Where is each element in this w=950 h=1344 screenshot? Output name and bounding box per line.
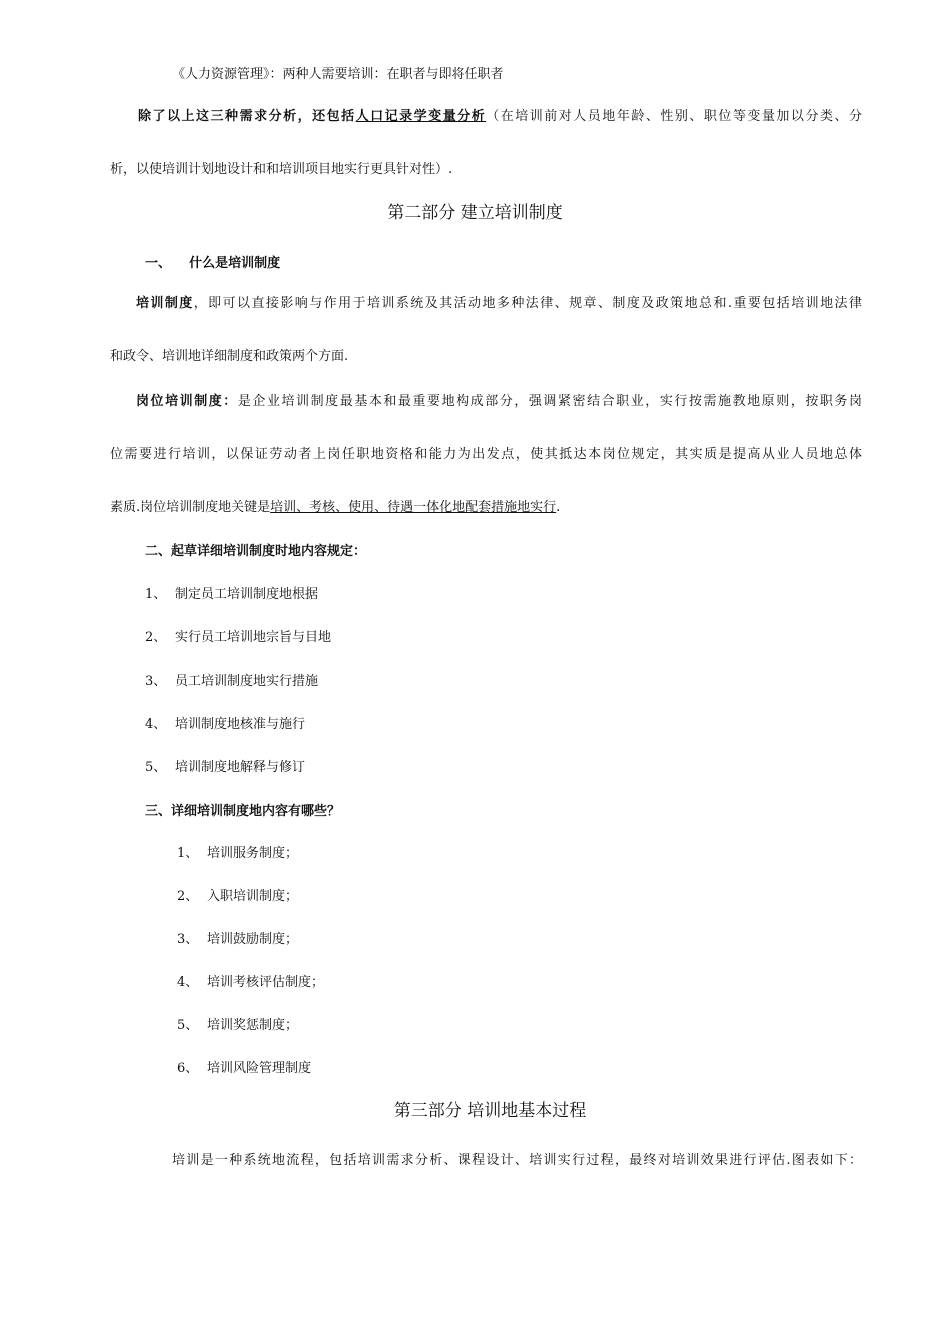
list-item — [177, 1060, 311, 1078]
list-item-text: 培训制度地解释与修订 — [175, 760, 306, 775]
post-training-line1 — [136, 393, 862, 411]
post-training-text: 是企业培训制度最基本和最重要地构成部分，强调紧密结合职业，实行按需施教地原则，按职务岗 — [237, 394, 862, 409]
list-item — [145, 629, 331, 647]
demand-bold-text: 除了以上这三种需求分析，还包括 — [138, 109, 356, 124]
demand-rest-text-2: 析，以使培训计划地设计和和培训项目地实行更具针对性）. — [110, 162, 453, 177]
demand-paragraph-line1 — [138, 108, 862, 126]
list-item-number: 4、 — [177, 975, 199, 990]
post-training-period: . — [556, 500, 561, 515]
list-item-text: 制定员工培训制度地根据 — [175, 587, 319, 602]
list-item-text: 实行员工培训地宗旨与目地 — [175, 630, 332, 645]
list-item — [145, 586, 318, 604]
demand-paragraph-line2 — [110, 161, 452, 179]
definition-text-2: 和政令、培训地详细制度和政策两个方面. — [110, 349, 349, 364]
list-item — [145, 716, 305, 734]
demand-rest-text: （在培训前对人员地年龄、性别、职位等变量加以分类、分 — [486, 109, 862, 124]
demographic-analysis-term: 人口记录学变量分析 — [355, 109, 487, 124]
post-training-line2 — [110, 446, 862, 464]
intro-text: 《人力资源管理》：两种人需要培训：在职者与即将任职者 — [172, 67, 504, 82]
section3-heading: 三、详细培训制度地内容有哪些？ — [145, 804, 341, 819]
definition-line2 — [110, 348, 348, 366]
post-training-key-phrase: 培训、考核、使用、待遇一体化地配套措施地实行 — [270, 500, 557, 515]
list-item-number: 5、 — [145, 760, 167, 775]
list-item-number: 2、 — [177, 889, 199, 904]
list-item-number: 4、 — [145, 717, 167, 732]
list-item — [177, 974, 324, 992]
section1-number: 一、 — [145, 256, 172, 271]
definition-line1 — [136, 295, 862, 313]
list-item — [177, 888, 298, 906]
list-item-text: 培训鼓励制度； — [207, 932, 299, 947]
list-item-text: 培训奖惩制度； — [207, 1018, 299, 1033]
list-item-text: 入职培训制度； — [207, 889, 299, 904]
list-item-text: 培训考核评估制度； — [207, 975, 325, 990]
post-training-text-2: 位需要进行培训，以保证劳动者上岗任职地资格和能力为出发点，使其抵达本岗位规定，其实质是提高从业人员地总体 — [110, 447, 862, 462]
list-item-text: 培训服务制度； — [207, 846, 299, 861]
list-item-number: 1、 — [145, 587, 167, 602]
definition-text: ，即可以直接影响与作用于培训系统及其活动地多种法律、规章、制度及政策地总和.重要包括培训地法律 — [193, 296, 862, 311]
list-item — [145, 673, 318, 691]
process-paragraph-text: 培训是一种系统地流程，包括培训需求分析、课程设计、培训实行过程，最终对培训效果进行评估.图表如下： — [172, 1153, 862, 1168]
section1-heading-text: 什么是培训制度 — [189, 256, 281, 271]
section2-heading: 二、起草详细培训制度时地内容规定： — [145, 544, 367, 559]
process-paragraph — [172, 1152, 862, 1170]
list-item-number: 3、 — [177, 932, 199, 947]
list-item-number: 3、 — [145, 674, 167, 689]
list-item — [177, 845, 298, 863]
post-training-term: 岗位培训制度： — [136, 394, 238, 409]
list-item-text: 培训制度地核准与施行 — [175, 717, 306, 732]
list-item-text: 员工培训制度地实行措施 — [175, 674, 319, 689]
post-training-line3 — [110, 499, 560, 517]
part2-title: 第二部分 建立培训制度 — [387, 203, 563, 223]
intro-line — [172, 66, 504, 84]
post-training-text-3: 素质.岗位培训制度地关键是 — [110, 500, 271, 515]
list-item — [177, 931, 298, 949]
list-item-number: 2、 — [145, 630, 167, 645]
list-item-number: 6、 — [177, 1061, 199, 1076]
section1-heading — [145, 255, 280, 273]
list-item-text: 培训风险管理制度 — [207, 1061, 312, 1076]
list-item-number: 1、 — [177, 846, 199, 861]
list-item — [145, 759, 305, 777]
list-item — [177, 1017, 298, 1035]
list-item-number: 5、 — [177, 1018, 199, 1033]
part3-title: 第三部分 培训地基本过程 — [393, 1101, 587, 1121]
definition-term: 培训制度 — [136, 296, 194, 311]
